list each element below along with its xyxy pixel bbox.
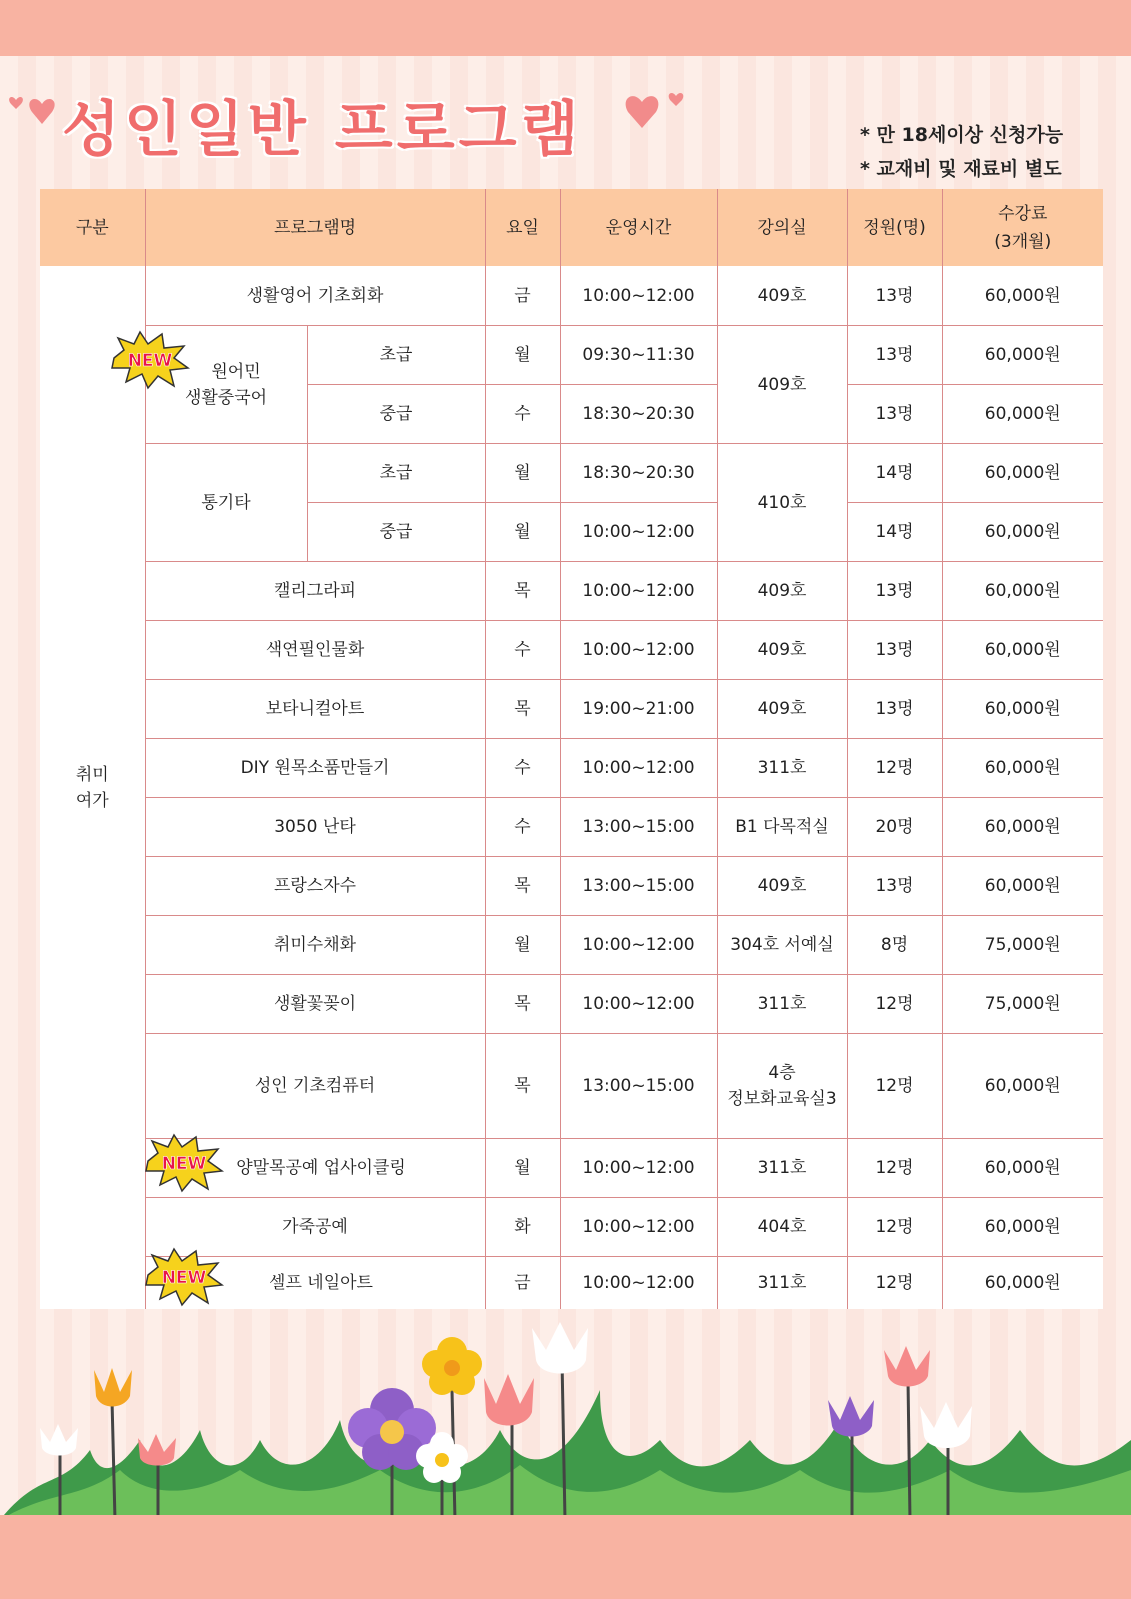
flower-illustration xyxy=(0,1320,1131,1520)
program-capacity: 13명 xyxy=(847,680,942,739)
program-fee: 60,000원 xyxy=(942,621,1103,680)
program-room: 404호 xyxy=(717,1198,847,1257)
header-fee xyxy=(942,189,1103,267)
program-capacity: 12명 xyxy=(847,975,942,1034)
note-age: * 만 18세이상 신청가능 xyxy=(860,124,1064,146)
group-line: 원어민 xyxy=(211,361,261,382)
program-capacity: 13명 xyxy=(847,857,942,916)
program-name-cell xyxy=(145,1257,485,1310)
program-capacity: 14명 xyxy=(847,503,942,562)
program-capacity: 8명 xyxy=(847,916,942,975)
room-line: 정보화교육실3 xyxy=(727,1089,837,1109)
program-time: 10:00~12:00 xyxy=(560,1257,717,1310)
program-time: 10:00~12:00 xyxy=(560,739,717,798)
program-day: 월 xyxy=(485,444,560,503)
program-name: 프랑스자수 xyxy=(145,857,485,916)
new-badge-icon xyxy=(142,1245,226,1309)
program-capacity: 12명 xyxy=(847,1257,942,1310)
program-day: 목 xyxy=(485,857,560,916)
program-fee: 60,000원 xyxy=(942,503,1103,562)
program-name: 생활꽃꽂이 xyxy=(145,975,485,1034)
program-time: 10:00~12:00 xyxy=(560,1139,717,1198)
program-day: 목 xyxy=(485,1034,560,1139)
heart-right-icon xyxy=(618,88,688,140)
program-capacity: 12명 xyxy=(847,739,942,798)
new-badge-text: NEW xyxy=(161,1154,206,1174)
program-fee: 60,000원 xyxy=(942,267,1103,326)
table-row xyxy=(40,621,1103,680)
table-row xyxy=(40,798,1103,857)
program-capacity: 13명 xyxy=(847,621,942,680)
program-fee: 60,000원 xyxy=(942,1257,1103,1310)
table-row xyxy=(40,975,1103,1034)
program-day: 화 xyxy=(485,1198,560,1257)
program-time: 10:00~12:00 xyxy=(560,975,717,1034)
program-level: 초급 xyxy=(307,326,485,385)
program-time: 19:00~21:00 xyxy=(560,680,717,739)
program-time: 10:00~12:00 xyxy=(560,267,717,326)
program-time: 10:00~12:00 xyxy=(560,621,717,680)
program-group: 통기타 xyxy=(145,444,307,562)
program-name: 성인 기초컴퓨터 xyxy=(145,1034,485,1139)
program-capacity: 13명 xyxy=(847,267,942,326)
program-fee: 60,000원 xyxy=(942,385,1103,444)
category-line: 여가 xyxy=(75,791,109,811)
new-badge-icon xyxy=(142,1131,226,1195)
program-capacity: 13명 xyxy=(847,385,942,444)
program-name: 취미수채화 xyxy=(145,916,485,975)
program-fee: 60,000원 xyxy=(942,739,1103,798)
category-cell xyxy=(40,267,145,1310)
program-fee: 60,000원 xyxy=(942,798,1103,857)
header-day: 요일 xyxy=(485,189,560,267)
table-row xyxy=(40,1139,1103,1198)
program-room: 409호 xyxy=(717,562,847,621)
program-day: 수 xyxy=(485,798,560,857)
program-time: 18:30~20:30 xyxy=(560,385,717,444)
program-day: 수 xyxy=(485,739,560,798)
program-fee: 60,000원 xyxy=(942,680,1103,739)
program-room: 304호 서예실 xyxy=(717,916,847,975)
header-fee-label: 수강료 xyxy=(998,203,1048,224)
header-category: 구분 xyxy=(40,189,145,267)
program-capacity: 12명 xyxy=(847,1198,942,1257)
group-line: 생활중국어 xyxy=(184,387,268,408)
room-line: 4층 xyxy=(768,1063,796,1083)
program-room: B1 다목적실 xyxy=(717,798,847,857)
program-name: 양말목공예 업사이클링 xyxy=(236,1158,406,1178)
program-capacity: 20명 xyxy=(847,798,942,857)
program-time: 09:30~11:30 xyxy=(560,326,717,385)
note-fees: * 교재비 및 재료비 별도 xyxy=(860,158,1062,180)
program-day: 금 xyxy=(485,267,560,326)
heart-left-icon xyxy=(8,92,64,132)
program-room: 409호 xyxy=(717,326,847,444)
program-name: 캘리그라피 xyxy=(145,562,485,621)
header-time: 운영시간 xyxy=(560,189,717,267)
program-time: 10:00~12:00 xyxy=(560,916,717,975)
program-name: 셀프 네일아트 xyxy=(269,1273,373,1293)
program-fee: 75,000원 xyxy=(942,916,1103,975)
program-room: 409호 xyxy=(717,621,847,680)
program-name: DIY 원목소품만들기 xyxy=(145,739,485,798)
program-level: 초급 xyxy=(307,444,485,503)
program-room xyxy=(717,1034,847,1139)
program-day: 월 xyxy=(485,503,560,562)
program-time: 13:00~15:00 xyxy=(560,798,717,857)
program-level: 중급 xyxy=(307,503,485,562)
table-row xyxy=(40,562,1103,621)
program-level: 중급 xyxy=(307,385,485,444)
program-name-cell xyxy=(145,1139,485,1198)
table-row xyxy=(40,916,1103,975)
new-badge-text: NEW xyxy=(161,1268,206,1288)
program-room: 311호 xyxy=(717,739,847,798)
header-room: 강의실 xyxy=(717,189,847,267)
program-day: 목 xyxy=(485,562,560,621)
top-band xyxy=(0,0,1131,56)
program-capacity: 12명 xyxy=(847,1034,942,1139)
program-day: 수 xyxy=(485,621,560,680)
program-room: 409호 xyxy=(717,680,847,739)
table-row xyxy=(40,1034,1103,1139)
program-fee: 60,000원 xyxy=(942,857,1103,916)
program-day: 금 xyxy=(485,1257,560,1310)
table-row xyxy=(40,267,1103,326)
table-row xyxy=(40,326,1103,385)
program-capacity: 14명 xyxy=(847,444,942,503)
program-time: 13:00~15:00 xyxy=(560,857,717,916)
page-title: 성인일반 프로그램 xyxy=(62,95,583,165)
table-row xyxy=(40,444,1103,503)
new-badge-text: NEW xyxy=(127,351,172,371)
program-table xyxy=(40,189,1103,1309)
program-day: 월 xyxy=(485,916,560,975)
program-time: 18:30~20:30 xyxy=(560,444,717,503)
program-room: 409호 xyxy=(717,267,847,326)
program-fee: 60,000원 xyxy=(942,1034,1103,1139)
program-time: 13:00~15:00 xyxy=(560,1034,717,1139)
program-day: 월 xyxy=(485,326,560,385)
header-program: 프로그램명 xyxy=(145,189,485,267)
program-capacity: 13명 xyxy=(847,326,942,385)
program-fee: 60,000원 xyxy=(942,444,1103,503)
program-room: 311호 xyxy=(717,1257,847,1310)
header-fee-period: (3개월) xyxy=(994,231,1052,252)
category-line: 취미 xyxy=(75,765,109,785)
program-room: 409호 xyxy=(717,857,847,916)
program-fee: 60,000원 xyxy=(942,1139,1103,1198)
table-row xyxy=(40,739,1103,798)
program-capacity: 13명 xyxy=(847,562,942,621)
program-time: 10:00~12:00 xyxy=(560,562,717,621)
header-capacity: 정원(명) xyxy=(847,189,942,267)
program-fee: 60,000원 xyxy=(942,562,1103,621)
program-fee: 60,000원 xyxy=(942,326,1103,385)
program-name: 색연필인물화 xyxy=(145,621,485,680)
program-day: 월 xyxy=(485,1139,560,1198)
program-name: 3050 난타 xyxy=(145,798,485,857)
program-name: 가죽공예 xyxy=(145,1198,485,1257)
program-day: 수 xyxy=(485,385,560,444)
table-row xyxy=(40,1257,1103,1310)
program-group xyxy=(127,326,307,444)
notes xyxy=(860,118,1063,186)
program-capacity: 12명 xyxy=(847,1139,942,1198)
program-day: 목 xyxy=(485,975,560,1034)
table-row xyxy=(40,680,1103,739)
program-room: 410호 xyxy=(717,444,847,562)
program-fee: 60,000원 xyxy=(942,1198,1103,1257)
program-fee: 75,000원 xyxy=(942,975,1103,1034)
program-room: 311호 xyxy=(717,975,847,1034)
program-room: 311호 xyxy=(717,1139,847,1198)
program-name: 생활영어 기초회화 xyxy=(145,267,485,326)
bottom-band xyxy=(0,1515,1131,1599)
program-time: 10:00~12:00 xyxy=(560,1198,717,1257)
program-name: 보타니컬아트 xyxy=(145,680,485,739)
program-time: 10:00~12:00 xyxy=(560,503,717,562)
program-day: 목 xyxy=(485,680,560,739)
table-header xyxy=(40,189,1103,267)
new-badge-icon xyxy=(108,328,192,392)
table-row xyxy=(40,857,1103,916)
